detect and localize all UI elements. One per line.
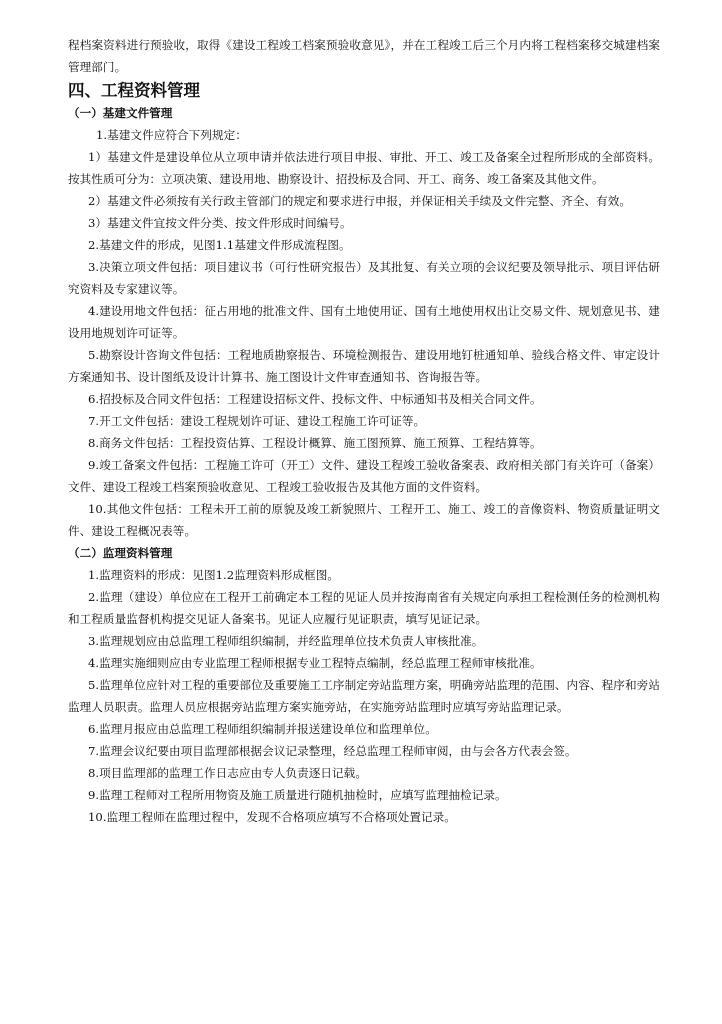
list-item: 4.监理实施细则应由专业监理工程师根据专业工程特点编制，经总监理工程师审核批准。 bbox=[88, 656, 542, 670]
list-item: 1.监理资料的形成：见图1.2监理资料形成框图。 bbox=[88, 568, 339, 582]
list-item: 5.监理单位应针对工程的重要部位及重要施工工序制定旁站监理方案，明确旁站监理的范围、内容、程序和旁站监理人员职责。监理人员应根据旁站监理方案实施旁站，在实施旁站监理时应填写旁站监理记录。 bbox=[68, 678, 660, 714]
list-item: 9.竣工备案文件包括：工程施工许可（开工）文件、建设工程竣工验收备案表、政府相关部门有关许可（备案）文件、建设工程竣工档案预验收意见、工程竣工验收报告及其他方面的文件资料。 bbox=[68, 458, 660, 494]
subsection-heading-1: （一）基建文件管理 bbox=[68, 106, 173, 120]
list-item: 8.项目监理部的监理工作日志应由专人负责逐日记载。 bbox=[88, 766, 367, 780]
list-item: 3）基建文件宜按文件分类、按文件形成时间编号。 bbox=[88, 216, 352, 230]
list-item: 9.监理工程师对工程所用物资及施工质量进行随机抽检时，应填写监理抽检记录。 bbox=[88, 788, 507, 802]
subsection-1-list bbox=[68, 124, 660, 542]
list-item: 6.监理月报应由总监理工程师组织编制并报送建设单位和监理单位。 bbox=[88, 722, 437, 736]
list-item: 10.其他文件包括：工程未开工前的原貌及竣工新貌照片、工程开工、施工、竣工的音像资料、物资质量证明文件、建设工程概况表等。 bbox=[68, 502, 660, 538]
list-item: 7.监理会议纪要由项目监理部根据会议记录整理，经总监理工程师审阅，由与会各方代表会签。 bbox=[88, 744, 577, 758]
intro-paragraph: 程档案资料进行预验收，取得《建设工程竣工档案预验收意见》，并在工程竣工后三个月内将工程档案移交城建档案管理部门。 bbox=[68, 38, 660, 74]
list-item: 1.基建文件应符合下列规定： bbox=[96, 128, 247, 142]
list-item: 8.商务文件包括：工程投资估算、工程设计概算、施工图预算、施工预算、工程结算等。 bbox=[88, 436, 542, 450]
subsection-2-list bbox=[68, 564, 660, 828]
list-item: 3.监理规划应由总监理工程师组织编制，并经监理单位技术负责人审核批准。 bbox=[88, 634, 484, 648]
section-heading: 四、工程资料管理 bbox=[68, 81, 200, 100]
list-item: 5.勘察设计咨询文件包括：工程地质勘察报告、环境检测报告、建设用地钉桩通知单、验线合格文件、审定设计方案通知书、设计图纸及设计计算书、施工图设计文件审查通知书、咨询报告等。 bbox=[68, 348, 660, 384]
list-item: 7.开工文件包括：建设工程规划许可证、建设工程施工许可证等。 bbox=[88, 414, 426, 428]
list-item: 3.决策立项文件包括：项目建议书（可行性研究报告）及其批复、有关立项的会议纪要及领导批示、项目评估研究资料及专家建议等。 bbox=[68, 260, 660, 296]
list-item: 2）基建文件必须按有关行政主管部门的规定和要求进行申报，并保证相关手续及文件完整、齐全、有效。 bbox=[88, 194, 632, 208]
list-item: 4.建设用地文件包括：征占用地的批准文件、国有土地使用证、国有土地使用权出让交易文件、规划意见书、建设用地规划许可证等。 bbox=[68, 304, 660, 340]
list-item: 6.招投标及合同文件包括：工程建设招标文件、投标文件、中标通知书及相关合同文件。 bbox=[88, 392, 542, 406]
list-item: 10.监理工程师在监理过程中，发现不合格项应填写不合格项处置记录。 bbox=[88, 810, 456, 824]
list-item: 2.监理（建设）单位应在工程开工前确定本工程的见证人员并按海南省有关规定向承担工程检测任务的检测机构和工程质量监督机构提交见证人备案书。见证人应履行见证职责，填写见证记录。 bbox=[68, 590, 660, 626]
subsection-heading-2: （二）监理资料管理 bbox=[68, 546, 173, 560]
list-item: 2.基建文件的形成，见图1.1基建文件形成流程图。 bbox=[88, 238, 351, 252]
list-item: 1）基建文件是建设单位从立项申请并依法进行项目申报、审批、开工、竣工及备案全过程所形成的全部资料。按其性质可分为：立项决策、建设用地、勘察设计、招投标及合同、开工、商务、竣工备案及其他文件。 bbox=[68, 150, 660, 186]
